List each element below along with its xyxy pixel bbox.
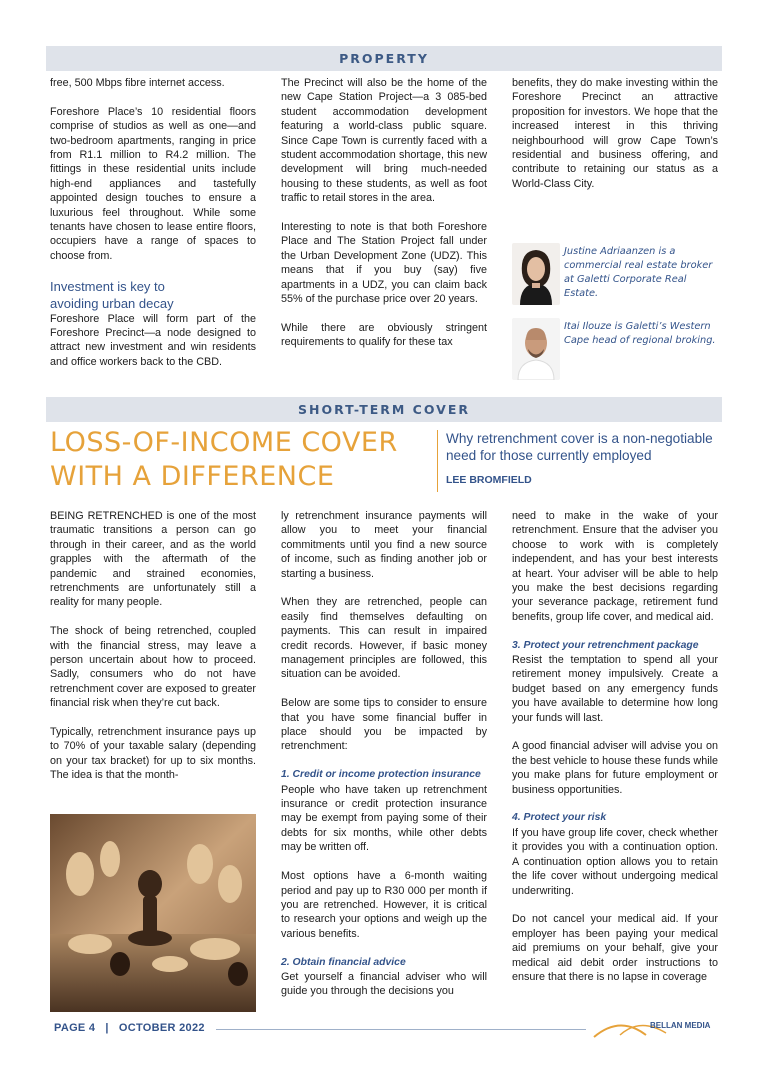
property-column-3 [512, 76, 718, 191]
tip-heading: 2. Obtain financial advice [281, 956, 406, 968]
section-band-short-term-cover: SHORT-TERM COVER [46, 397, 722, 422]
paragraph: Do not cancel your medical aid. If your employer has been paying your medical aid premiums on your behalf, give your medical aid debit order instructions to ensure that there is no lapse in coverage [512, 913, 718, 983]
paragraph: Resist the temptation to spend all your retirement money impulsively. Create a budget based on any emergency funds you have available to determine how long your funds will last. [512, 654, 718, 724]
bellan-media-logo [590, 1011, 722, 1041]
paragraph: benefits, they do make investing within the Foreshore Precinct an attractive proposition for investors. We hope that the increased interest in this thriving neighbourhood will grow Cape Town’s residential and business offering, and contribute to retaining our status as a World-Class City. [512, 77, 718, 190]
tip-heading: 3. Protect your retrenchment package [512, 639, 699, 651]
headline-line: LOSS-OF-INCOME COVER [50, 427, 398, 458]
paragraph: When they are retrenched, people can easily find themselves defaulting on payments. This can result in impaired credit records. However, if basic money management principles are followed, this situation can be avoided. [281, 596, 487, 681]
paragraph: Foreshore Place will form part of the Foreshore Precinct—a node designed to attract new investment and win residents and office workers back to the CBD. [50, 312, 256, 368]
subheading-line: avoiding urban decay [50, 295, 174, 311]
paragraph: BEING RETRENCHED is one of the most traumatic transitions a person can go through in their career, and as the world grapples with the aftermath of the pandemic and strained economies, retrenchments are unfortunately still a reality for many people. [50, 510, 256, 609]
tip-heading: 4. Protect your risk [512, 812, 607, 824]
logo-text: BELLAN MEDIA [650, 1021, 711, 1030]
article-standfirst [437, 430, 722, 492]
article-column-1 [50, 509, 256, 783]
chess-photo [50, 814, 256, 1012]
author-photo [512, 318, 560, 380]
property-column-2 [281, 76, 487, 350]
bio-text: Itai Ilouze is Galetti’s Western Cape head of regional broking. [564, 321, 716, 346]
footer-divider [216, 1029, 586, 1030]
paragraph: need to make in the wake of your retrenchment. Ensure that the adviser you choose to work with is completely independent, and has your best interests at heart. Your adviser will be able to help you make the best decisions regarding your severance package, retirement fund benefits, group life cover, and medical aid. [512, 510, 718, 623]
paragraph: Interesting to note is that both Foreshore Place and The Station Project fall under the Urban Development Zone (UDZ). This means that if you buy (say) five apartments in a UDZ, you can claim back 55% of the purchase price over 20 years. [281, 221, 487, 306]
paragraph: The Precinct will also be the home of the new Cape Station Project—a 3 085-bed student accommodation development featuring a world-class public square. Since Cape Town is currently faced with a student accommodation shortage, this new development will bring much-needed housing to these students, as well as foot traffic to retail stores in the area. [281, 77, 487, 205]
tip-heading: 1. Credit or income protection insurance [281, 769, 481, 781]
bio-text: Justine Adriaanzen is a commercial real estate broker at Galetti Corporate Real Estate. [564, 246, 713, 299]
article-headline [50, 426, 430, 494]
paragraph: Typically, retrenchment insurance pays up to 70% of your taxable salary (depending on your tax bracket) for up to six months. The idea is that the month- [50, 726, 256, 782]
article-column-2 [281, 509, 487, 999]
paragraph: ly retrenchment insurance payments will allow you to meet your financial commitments until you find a new source of income, such as finding another job or starting a business. [281, 510, 487, 580]
paragraph: People who have taken up retrenchment insurance or credit protection insurance may be exempt from paying some of their debts for six months, while other debts may be written off. [281, 783, 487, 854]
paragraph: Foreshore Place’s 10 residential floors comprise of studios as well as one—and two-bedroom apartments, ranging in price from R1.1 million to R4.2 million. The fittings in these residential units include high-end appliances and tastefully appointed design touches to ensure a luxurious feel throughout. While some tenants have chosen to lease entire floors, occupiers have a range of spaces to choose from. [50, 105, 256, 262]
paragraph: The shock of being retrenched, coupled with the financial stress, may leave a person uncertain about how to proceed. Sadly, consumers who do not have retrenchment cover are exposed to greater financial risk when they’re cut back. [50, 625, 256, 710]
author-photo [512, 243, 560, 305]
property-column-1 [50, 76, 256, 369]
subheading [50, 278, 256, 312]
paragraph: free, 500 Mbps fibre internet access. [50, 77, 225, 89]
article-column-3 [512, 509, 718, 984]
headline-line: WITH A DIFFERENCE [50, 461, 335, 492]
section-band-property: PROPERTY [46, 46, 722, 71]
paragraph: While there are obviously stringent requirements to qualify for these tax [281, 321, 487, 349]
paragraph: If you have group life cover, check whether it provides you with a continuation option. A continuation option allows you to retain the life cover without undergoing medical underwriting. [512, 826, 718, 897]
subheading-line: Investment is key to [50, 278, 165, 294]
page-footer-label: PAGE 4 | OCTOBER 2022 [54, 1022, 205, 1034]
paragraph: Get yourself a financial adviser who will guide you through the decisions you [281, 970, 487, 998]
author-byline: LEE BROMFIELD [446, 474, 532, 486]
paragraph: Below are some tips to consider to ensure that you have some financial buffer in place should you be impacted by retrenchment: [281, 697, 487, 753]
standfirst-text: Why retrenchment cover is a non-negotiable need for those currently employed [446, 431, 713, 463]
paragraph: Most options have a 6-month waiting period and pay up to R30 000 per month if you are retrenched. However, it is critical to research your options and weigh up the various benefits. [281, 870, 487, 940]
paragraph: A good financial adviser will advise you on the best vehicle to house these funds while you make plans for future employment or business opportunities. [512, 740, 718, 796]
